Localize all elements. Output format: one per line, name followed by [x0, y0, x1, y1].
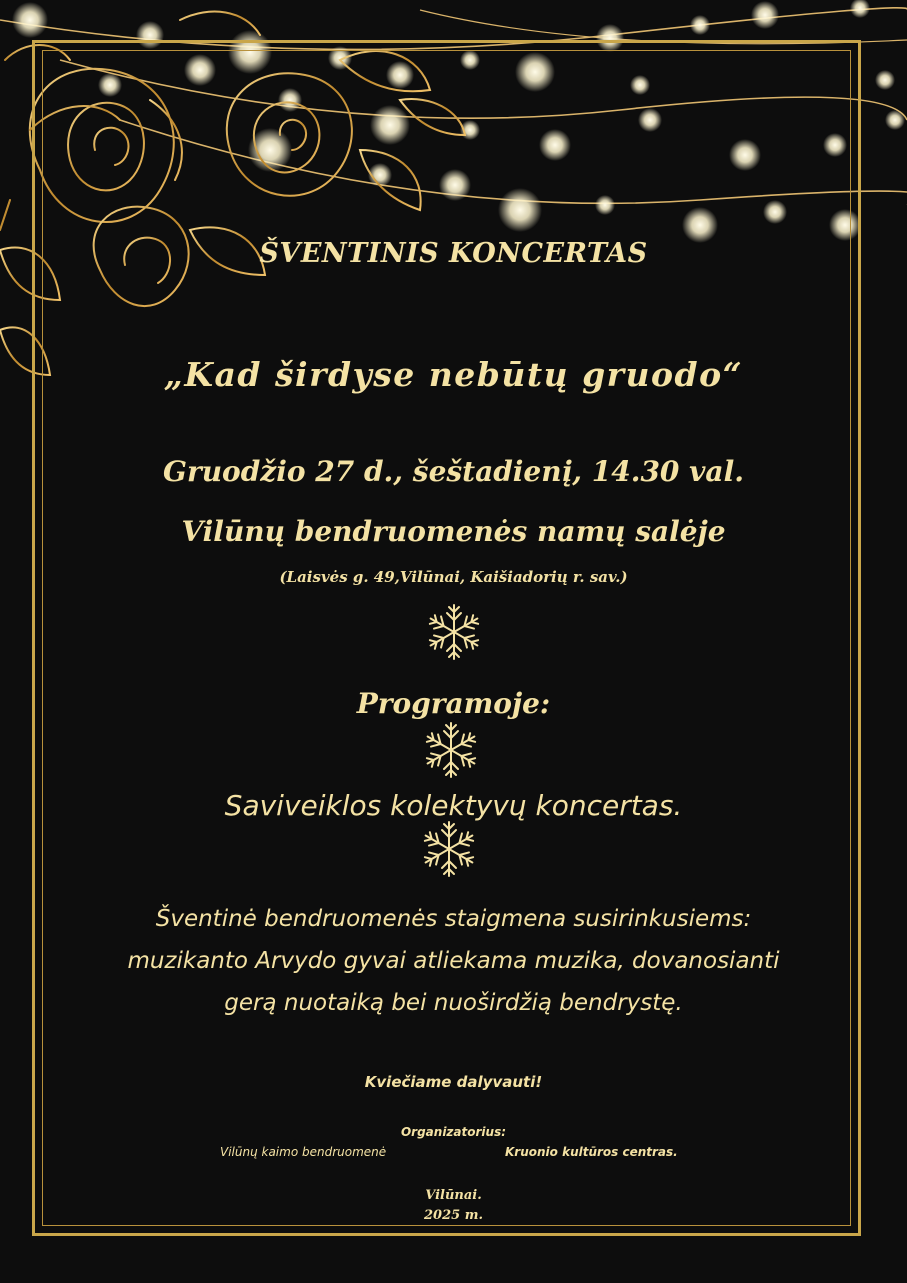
surprise-line: gerą nuotaiką bei nuoširdžią bendrystę.: [224, 990, 683, 1016]
organizer-label: Organizatorius:: [400, 1125, 507, 1139]
invitation: Kviečiame dalyvauti!: [364, 1073, 543, 1091]
place: Vilūnai.: [425, 1188, 482, 1203]
venue: Vilūnų bendruomenės namų salėje: [181, 515, 726, 548]
address: (Laisvės g. 49,Vilūnai, Kaišiadorių r. sav.): [279, 568, 628, 586]
date-time: Gruodžio 27 d., šeštadienį, 14.30 val.: [163, 455, 744, 488]
surprise-line: muzikanto Arvydo gyvai atliekama muzika, dovanosianti: [127, 948, 780, 974]
program-label: Programoje:: [356, 687, 551, 720]
poster-title: ŠVENTINIS KONCERTAS: [259, 238, 648, 269]
year: 2025 m.: [424, 1208, 483, 1223]
program-item: Saviveiklos kolektyvų koncertas.: [224, 789, 683, 822]
surprise-description: [0, 898, 907, 1024]
snowflake-icon: [424, 602, 484, 662]
surprise-line: Šventinė bendruomenės staigmena susirinkusiems:: [155, 906, 752, 932]
concert-name: „Kad širdyse nebūtų gruodo“: [163, 355, 744, 394]
organizer-right: Kruonio kultūros centras.: [505, 1145, 678, 1159]
organizer-left: Vilūnų kaimo bendruomenė: [220, 1145, 387, 1159]
snowflake-icon: [419, 819, 479, 879]
snowflake-icon: [421, 720, 481, 780]
